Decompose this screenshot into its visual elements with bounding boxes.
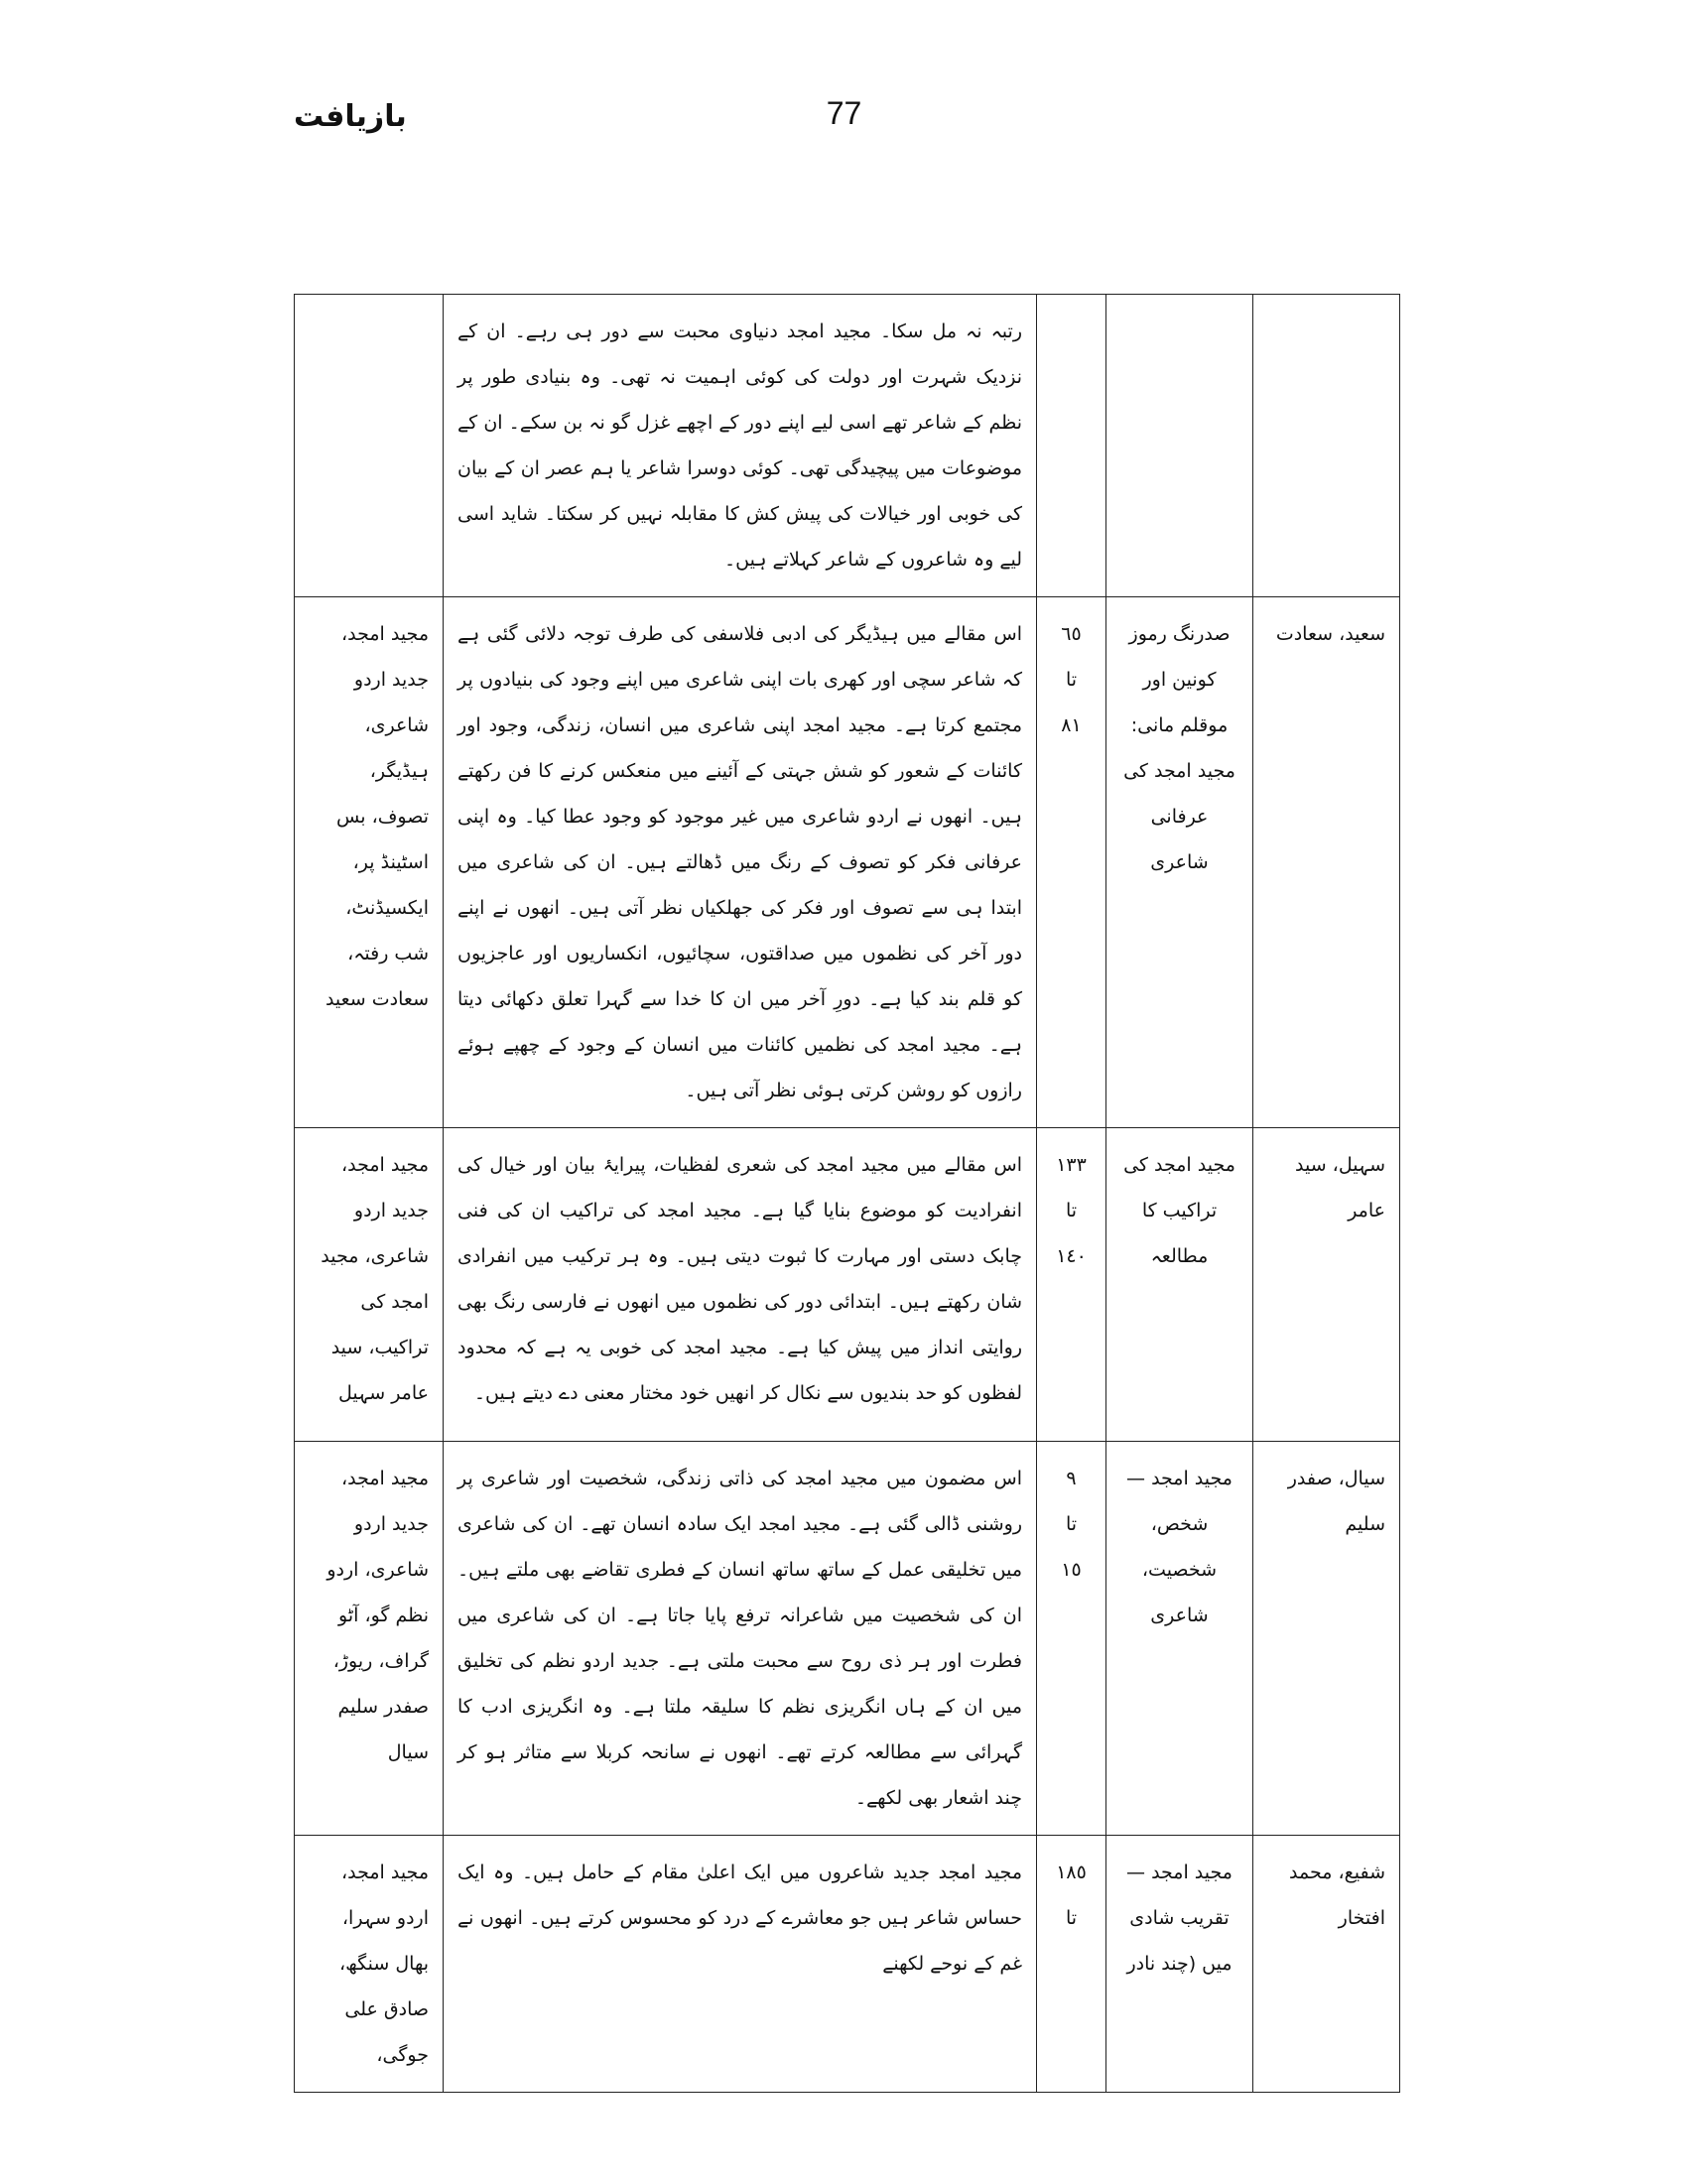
- pages-cell: [1037, 1442, 1106, 1836]
- table-row: [295, 295, 1400, 597]
- journal-title: بازیافت: [294, 99, 407, 134]
- table-row: [295, 597, 1400, 1128]
- author-cell: [1253, 295, 1400, 597]
- author-cell: سیال، صفدر سلیم: [1253, 1442, 1400, 1836]
- summary-cell: اس مقالے میں مجید امجد کی شعری لفظیات، پیرایۂ بیان اور خیال کی انفرادیت کو موضوع بنایا گیا ہے۔ مجید امجد کی تراکیب ان کی فنی چابک دستی اور مہارت کا ثبوت دیتی ہیں۔ وہ ہر ترکیب میں انفرادی شان رکھتے ہیں۔ ابتدائی دور کی نظموں میں انھوں نے فارسی رنگ بھی روایتی انداز میں پیش کیا ہے۔ مجید امجد کی خوبی یہ ہے کہ محدود لفظوں کو حد بندیوں سے نکال کر انھیں خود مختار معنی دے دیتے ہیں۔: [444, 1128, 1037, 1442]
- keywords-cell: مجید امجد، جدید اردو شاعری، اردو نظم گو، آٹو گراف، ریوڑ، صفدر سلیم سیال: [295, 1442, 444, 1836]
- keywords-cell: مجید امجد، جدید اردو شاعری، ہیڈیگر، تصوف، بس اسٹینڈ پر، ایکسیڈنٹ، شب رفتہ، سعادت سعید: [295, 597, 444, 1128]
- page-from: ١٣٣: [1056, 1154, 1087, 1176]
- pages-cell: [1037, 295, 1106, 597]
- title-cell: مجید امجد — شخص، شخصیت، شاعری: [1106, 1442, 1253, 1836]
- keywords-cell: [295, 295, 444, 597]
- author-cell: سہیل، سید عامر: [1253, 1128, 1400, 1442]
- page-separator: تا: [1065, 669, 1078, 691]
- table-row: [295, 1836, 1400, 2093]
- summary-cell: رتبہ نہ مل سکا۔ مجید امجد دنیاوی محبت سے دور ہی رہے۔ ان کے نزدیک شہرت اور دولت کی کوئی اہمیت نہ تھی۔ وہ بنیادی طور پر نظم کے شاعر تھے اسی لیے اپنے دور کے اچھے غزل گو نہ بن سکے۔ ان کے موضوعات میں پیچیدگی تھی۔ کوئی دوسرا شاعر یا ہم عصر ان کے بیان کی خوبی اور خیالات کی پیش کش کا مقابلہ نہیں کر سکتا۔ شاید اسی لیے وہ شاعروں کے شاعر کہلاتے ہیں۔: [444, 295, 1037, 597]
- author-cell: سعید، سعادت: [1253, 597, 1400, 1128]
- page-from: ٦٥: [1061, 623, 1082, 645]
- keywords-cell: مجید امجد، جدید اردو شاعری، مجید امجد کی تراکیب، سید عامر سہیل: [295, 1128, 444, 1442]
- summary-cell: مجید امجد جدید شاعروں میں ایک اعلیٰ مقام کے حامل ہیں۔ وہ ایک حساس شاعر ہیں جو معاشرے کے درد کو محسوس کرتے ہیں۔ انھوں نے غم کے نوحے لکھنے: [444, 1836, 1037, 2093]
- pages-cell: [1037, 1836, 1106, 2093]
- page-separator: تا: [1065, 1513, 1078, 1535]
- page-from: ١٨٥: [1056, 1862, 1087, 1883]
- summary-cell: اس مقالے میں ہیڈیگر کی ادبی فلاسفی کی طرف توجہ دلائی گئی ہے کہ شاعر سچی اور کھری بات اپنی شاعری میں اپنے وجود کی بنیادوں پر مجتمع کرتا ہے۔ مجید امجد اپنی شاعری میں انسان، زندگی، وجود اور کائنات کے شعور کو شش جہتی کے آئینے میں منعکس کرنے کا فن رکھتے ہیں۔ انھوں نے اردو شاعری میں غیر موجود کو وجود عطا کیا۔ وہ اپنی عرفانی فکر کو تصوف کے رنگ میں ڈھالتے ہیں۔ ان کی شاعری میں ابتدا ہی سے تصوف اور فکر کی جھلکیاں نظر آتی ہیں۔ انھوں نے اپنے دور آخر کی نظموں میں صداقتوں، سچائیوں، انکساریوں اور عاجزیوں کو قلم بند کیا ہے۔ دورِ آخر میں ان کا خدا سے گہرا تعلق دکھائی دیتا ہے۔ مجید امجد کی نظمیں کائنات میں انسان کے وجود کے چھپے ہوئے رازوں کو روشن کرتی ہوئی نظر آتی ہیں۔: [444, 597, 1037, 1128]
- pages-cell: [1037, 1128, 1106, 1442]
- author-cell: شفیع، محمد افتخار: [1253, 1836, 1400, 2093]
- keywords-cell: مجید امجد، اردو سہرا، بھال سنگھ، صادق علی جوگی،: [295, 1836, 444, 2093]
- table-row: [295, 1442, 1400, 1836]
- title-cell: مجید امجد — تقریب شادی میں (چند نادر: [1106, 1836, 1253, 2093]
- page-from: ٩: [1066, 1468, 1077, 1489]
- page-number: 77: [826, 95, 862, 131]
- bibliography-table: [294, 294, 1400, 2093]
- title-cell: صدرنگ رموز کونین اور موقلم مانی: مجید امجد کی عرفانی شاعری: [1106, 597, 1253, 1128]
- page-to: ١٥: [1061, 1559, 1082, 1581]
- page-separator: تا: [1065, 1200, 1078, 1221]
- title-cell: مجید امجد کی تراکیب کا مطالعہ: [1106, 1128, 1253, 1442]
- title-cell: [1106, 295, 1253, 597]
- page-to: ١٤٠: [1056, 1245, 1087, 1267]
- summary-cell: اس مضمون میں مجید امجد کی ذاتی زندگی، شخصیت اور شاعری پر روشنی ڈالی گئی ہے۔ مجید امجد ایک سادہ انسان تھے۔ ان کی شاعری میں تخلیقی عمل کے ساتھ ساتھ انسان کے فطری تقاضے بھی ملتے ہیں۔ ان کی شخصیت میں شاعرانہ ترفع پایا جاتا ہے۔ ان کی شاعری میں فطرت اور ہر ذی روح سے محبت ملتی ہے۔ جدید اردو نظم کی تخلیق میں ان کے ہاں انگریزی نظم کا سلیقہ ملتا ہے۔ وہ انگریزی ادب کا گہرائی سے مطالعہ کرتے تھے۔ انھوں نے سانحہ کربلا سے متاثر ہو کر چند اشعار بھی لکھے۔: [444, 1442, 1037, 1836]
- page-to: ٨١: [1061, 714, 1082, 736]
- pages-cell: [1037, 597, 1106, 1128]
- table-row: [295, 1128, 1400, 1442]
- page-separator: تا: [1065, 1907, 1078, 1929]
